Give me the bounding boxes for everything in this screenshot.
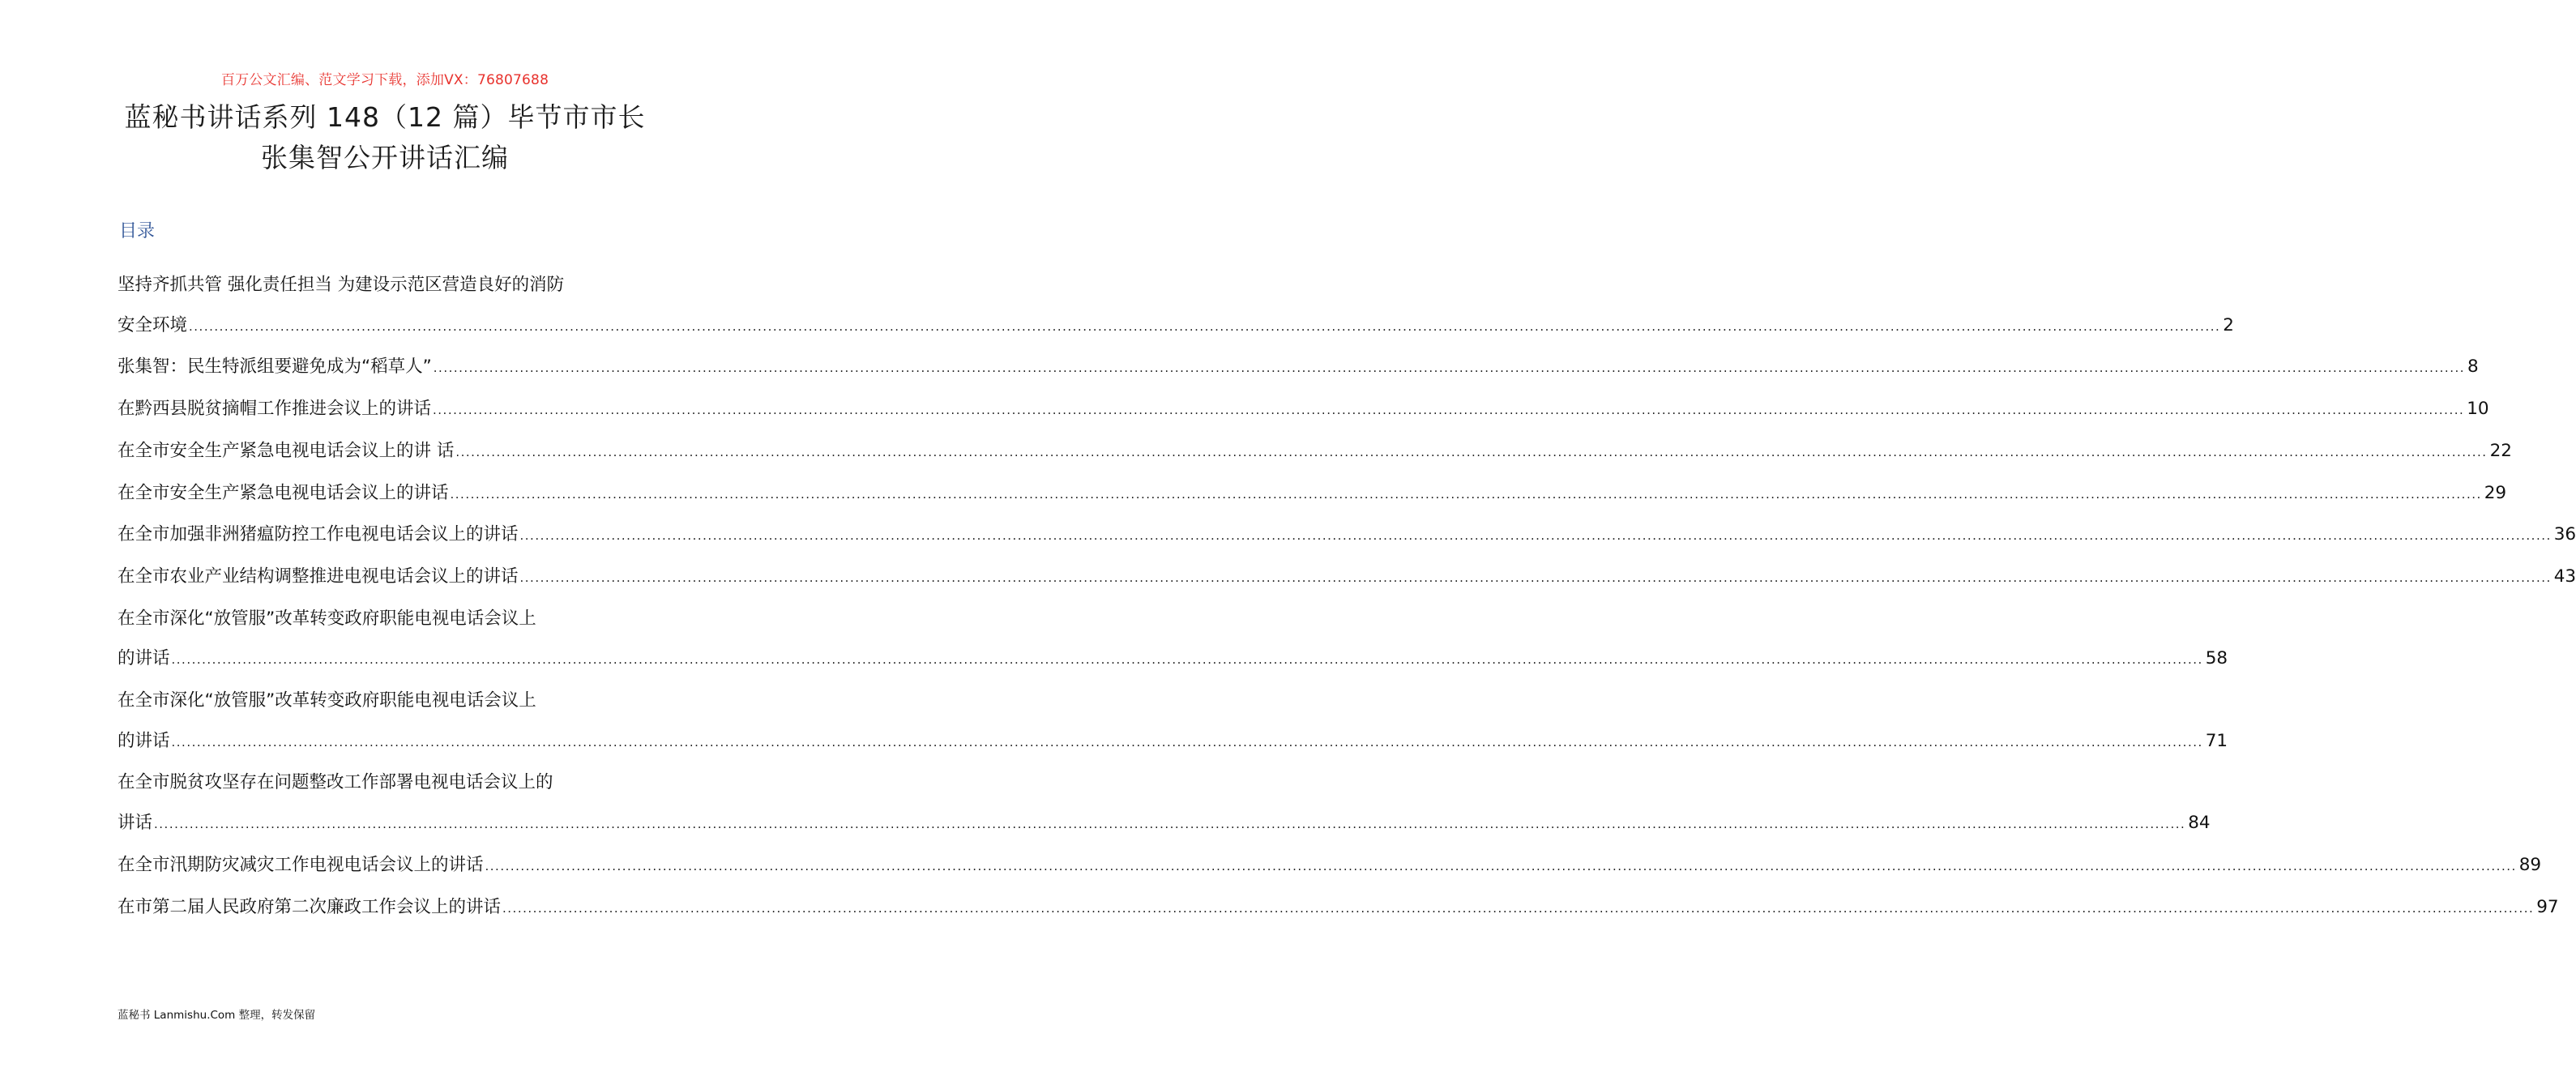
toc-entry[interactable] (117, 431, 2512, 473)
toc-dot-leader: ................................................................................................................................................................................................................................................................................................................................................................................................................ (502, 900, 2535, 916)
toc-entry-leader-line (117, 305, 2234, 348)
toc-dot-leader: ................................................................................................................................................................................................................................................................................................................................................................................................................ (189, 318, 2221, 334)
document-title (105, 97, 664, 178)
toc-page-number: 29 (2484, 482, 2507, 503)
toc-entry-title: 的讲话 (117, 648, 170, 669)
toc-entry-title: 在全市加强非洲猪瘟防控工作电视电话会议上的讲话 (117, 524, 519, 545)
toc-entry[interactable] (117, 265, 2234, 347)
toc-dot-leader: ................................................................................................................................................................................................................................................................................................................................................................................................................ (485, 858, 2517, 873)
toc-dot-leader: ................................................................................................................................................................................................................................................................................................................................................................................................................ (171, 652, 2203, 668)
toc-entry[interactable] (117, 762, 2211, 844)
title-line-2: 张集智公开讲话汇编 (261, 142, 509, 173)
toc-entry-leader-line (117, 389, 2489, 431)
toc-page-number: 89 (2518, 854, 2542, 875)
toc-entry-title: 在市第二届人民政府第二次廉政工作会议上的讲话 (117, 896, 502, 917)
table-of-contents (117, 265, 2576, 929)
toc-entry-leader-line (117, 638, 2228, 681)
toc-page-number: 8 (2467, 357, 2479, 378)
toc-entry-leader-line (117, 557, 2576, 599)
toc-entry-title-line: 坚持齐抓共管 强化责任担当 为建设示范区营造良好的消防 (117, 275, 565, 295)
toc-entry-title: 在全市安全生产紧急电视电话会议上的讲 话 (117, 440, 455, 461)
toc-entry-leader-line (117, 347, 2479, 389)
toc-entry-leader-line (117, 887, 2559, 929)
toc-entry[interactable] (117, 599, 2228, 681)
toc-entry-title: 在全市安全生产紧急电视电话会议上的讲话 (117, 482, 449, 503)
toc-dot-leader: ................................................................................................................................................................................................................................................................................................................................................................................................................ (433, 361, 2466, 376)
toc-entry-title-line: 在全市深化“放管服”改革转变政府职能电视电话会议上 (117, 608, 536, 629)
toc-dot-leader: ................................................................................................................................................................................................................................................................................................................................................................................................................ (154, 817, 2186, 832)
toc-entry-title: 在黔西县脱贫摘帽工作推进会议上的讲话 (117, 399, 432, 420)
toc-entry-leader-line (117, 721, 2228, 763)
toc-entry-leader-line (117, 515, 2576, 557)
toc-entry-leader-line (117, 803, 2211, 845)
title-line-1: 蓝秘书讲话系列 148（12 篇）毕节市市长 (124, 101, 646, 133)
toc-page-number: 2 (2223, 314, 2234, 335)
toc-entry-title: 安全环境 (117, 314, 188, 335)
toc-page-number: 43 (2553, 566, 2576, 587)
toc-page-number: 97 (2536, 896, 2559, 917)
toc-entry-leader-line (117, 431, 2512, 473)
toc-dot-leader: ................................................................................................................................................................................................................................................................................................................................................................................................................ (450, 486, 2482, 502)
toc-entry[interactable] (117, 557, 2576, 599)
toc-entry-title: 在全市汛期防灾减灾工作电视电话会议上的讲话 (117, 854, 484, 875)
toc-dot-leader: ................................................................................................................................................................................................................................................................................................................................................................................................................ (171, 734, 2203, 749)
toc-page-number: 36 (2553, 524, 2576, 545)
toc-entry-title-line: 在全市深化“放管服”改革转变政府职能电视电话会议上 (117, 690, 536, 711)
toc-entry-leader-line (117, 473, 2507, 515)
toc-dot-leader: ................................................................................................................................................................................................................................................................................................................................................................................................................ (519, 570, 2552, 585)
toc-entry[interactable] (117, 887, 2559, 929)
toc-entry-leader-line (117, 845, 2542, 887)
toc-entry[interactable] (117, 473, 2507, 515)
toc-entry[interactable] (117, 681, 2228, 762)
toc-page-number: 10 (2467, 399, 2489, 420)
toc-entry-title: 在全市农业产业结构调整推进电视电话会议上的讲话 (117, 566, 519, 587)
toc-page-number: 71 (2205, 730, 2228, 751)
promo-banner: 百万公文汇编、范文学习下载，添加VX：76807688 (220, 72, 549, 88)
toc-page-number: 84 (2188, 813, 2211, 834)
toc-dot-leader: ................................................................................................................................................................................................................................................................................................................................................................................................................ (433, 403, 2465, 418)
toc-entry[interactable] (117, 347, 2479, 389)
toc-entry-title: 的讲话 (117, 730, 170, 751)
toc-entry-title: 讲话 (117, 813, 153, 834)
toc-entry[interactable] (117, 389, 2489, 431)
toc-page-number: 22 (2489, 440, 2512, 461)
toc-heading: 目录 (119, 221, 156, 241)
page-footer: 蓝秘书 Lanmishu.Com 整理，转发保留 (117, 1009, 316, 1022)
toc-page-number: 58 (2205, 648, 2228, 669)
toc-entry[interactable] (117, 515, 2576, 557)
toc-entry[interactable] (117, 845, 2542, 887)
toc-entry-title-line: 在全市脱贫攻坚存在问题整改工作部署电视电话会议上的 (117, 772, 553, 793)
toc-dot-leader: ................................................................................................................................................................................................................................................................................................................................................................................................................ (455, 444, 2488, 459)
toc-dot-leader: ................................................................................................................................................................................................................................................................................................................................................................................................................ (519, 528, 2552, 544)
toc-entry-title: 张集智：民生特派组要避免成为“稻草人” (117, 357, 432, 378)
